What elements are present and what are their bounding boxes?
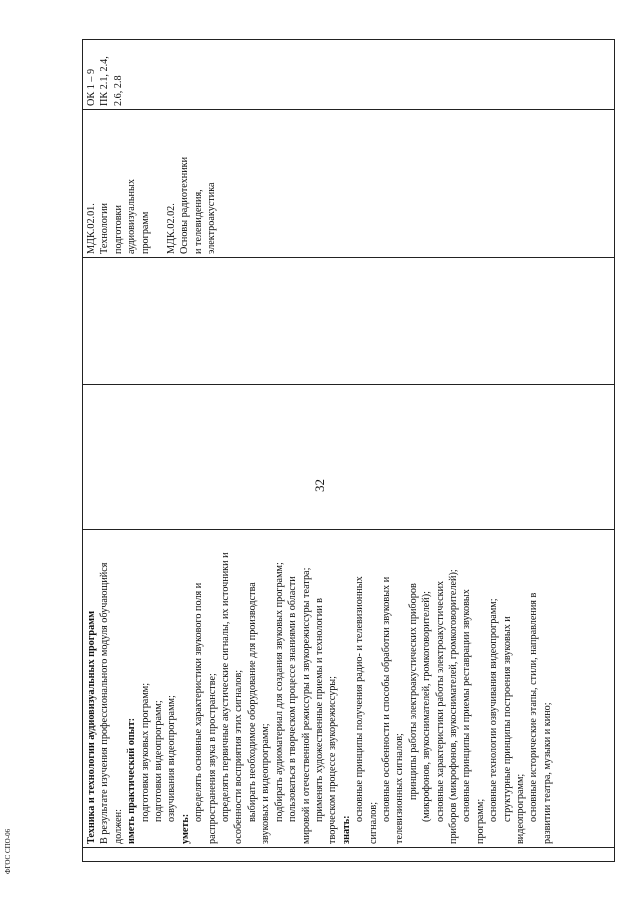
mdk-line: программ: [139, 211, 151, 254]
content-line: выбирать необходимое оборудование для производства: [246, 582, 258, 822]
page-number: 32: [312, 479, 327, 492]
content-line: должен:: [112, 809, 124, 844]
rotated-table-wrapper: [82, 40, 615, 862]
mdk-list: [85, 113, 219, 254]
content-line: основные характеристики работы электроакустических: [434, 580, 446, 822]
content-cell: [83, 530, 615, 848]
content-line: определять основные характеристики звукового поля и: [193, 582, 205, 822]
content-line: подготовки звуковых программ;: [139, 682, 151, 822]
content-line: телевизионных сигналов;: [394, 733, 406, 844]
mdk-item-1: [85, 113, 152, 254]
hours-cell: [83, 385, 615, 530]
mdk-line: аудиовизуальных: [126, 179, 138, 254]
content-line: распространения звука в пространстве;: [206, 673, 218, 844]
content-line: (микрофонов, звукоснимателей, громкоговорителей);: [421, 591, 433, 822]
content-line: творческом процессе звукорежиссуры;: [327, 676, 339, 844]
mdk-line: Основы радиотехники: [179, 156, 191, 254]
content-line: В результате изучения профессионального модуля обучающийся: [99, 562, 111, 844]
mdk-cell: [83, 110, 615, 258]
content-line: мировой и отечественной режиссуры и звукорежиссуры театра;: [300, 567, 312, 844]
table-row: [83, 40, 615, 862]
mdk-line: подготовки: [112, 205, 124, 254]
competency-line: ОК 1 – 9: [86, 68, 97, 106]
content-line: уметь:: [179, 813, 191, 844]
mdk-line: Технологии: [99, 203, 111, 254]
mdk-line: МДК.02.01.: [86, 203, 97, 254]
competencies-cell: [83, 40, 615, 110]
mdk-line: электроакустика: [206, 182, 218, 254]
module-table: [82, 39, 615, 862]
content-line: видеопрограмм;: [515, 773, 526, 844]
content-line: основные принципы получения радио- и телевизионных: [354, 576, 366, 822]
footer-label: ФГОС СПО-06: [4, 828, 12, 874]
content-line: сигналов;: [367, 801, 379, 844]
hours-cell-2: [83, 258, 615, 385]
module-content: [85, 533, 554, 844]
content-line: особенности восприятия этих сигналов;: [233, 669, 245, 844]
mdk-item-2: [165, 113, 219, 254]
mdk-line: МДК.02.02.: [166, 203, 178, 254]
content-line: основные принципы и приемы реставрации звуковых: [461, 589, 473, 822]
content-line: озвучивания видеопрограмм;: [166, 695, 178, 822]
content-line: программ;: [474, 798, 486, 844]
content-line: основные технологии озвучивания видеопрограмм;: [488, 598, 500, 822]
content-line: применять художественные приемы и технологии в: [313, 598, 325, 822]
content-line: развитии театра, музыки и кино;: [541, 702, 553, 844]
content-line: структурные принципы построения звуковых и: [501, 616, 513, 822]
content-line: знать:: [340, 815, 352, 844]
content-line: пользоваться в творческом процессе знаниями в области: [287, 576, 299, 822]
content-line: принципы работы электроакустических приборов: [407, 583, 419, 800]
competency-line: ПК 2.1, 2.4,: [99, 56, 111, 106]
content-line: подбирать аудиоматериал для создания звуковых программ;: [273, 562, 285, 822]
content-line: иметь практический опыт:: [126, 717, 138, 844]
competency-line: 2.6, 2.8: [112, 75, 124, 106]
mdk-line: и телевидения,: [192, 189, 204, 254]
curriculum-table: [82, 40, 615, 862]
content-line: основные исторические этапы, стили, направления в: [528, 592, 540, 822]
content-line: подготовки видеопрограмм;: [153, 700, 165, 822]
content-line: основные особенности и способы обработки звуковых и: [380, 576, 392, 822]
content-line: определять первичные акустические сигналы, их источники и: [220, 552, 232, 822]
content-line: приборов (микрофонов, звукоснимателей, громкоговорителей);: [447, 569, 459, 844]
index-cell: [83, 848, 615, 862]
content-line: звуковых и видеопрограмм;: [260, 723, 272, 844]
section-title: Техника и технологии аудиовизуальных программ: [86, 610, 97, 844]
competencies-list: [85, 43, 125, 106]
